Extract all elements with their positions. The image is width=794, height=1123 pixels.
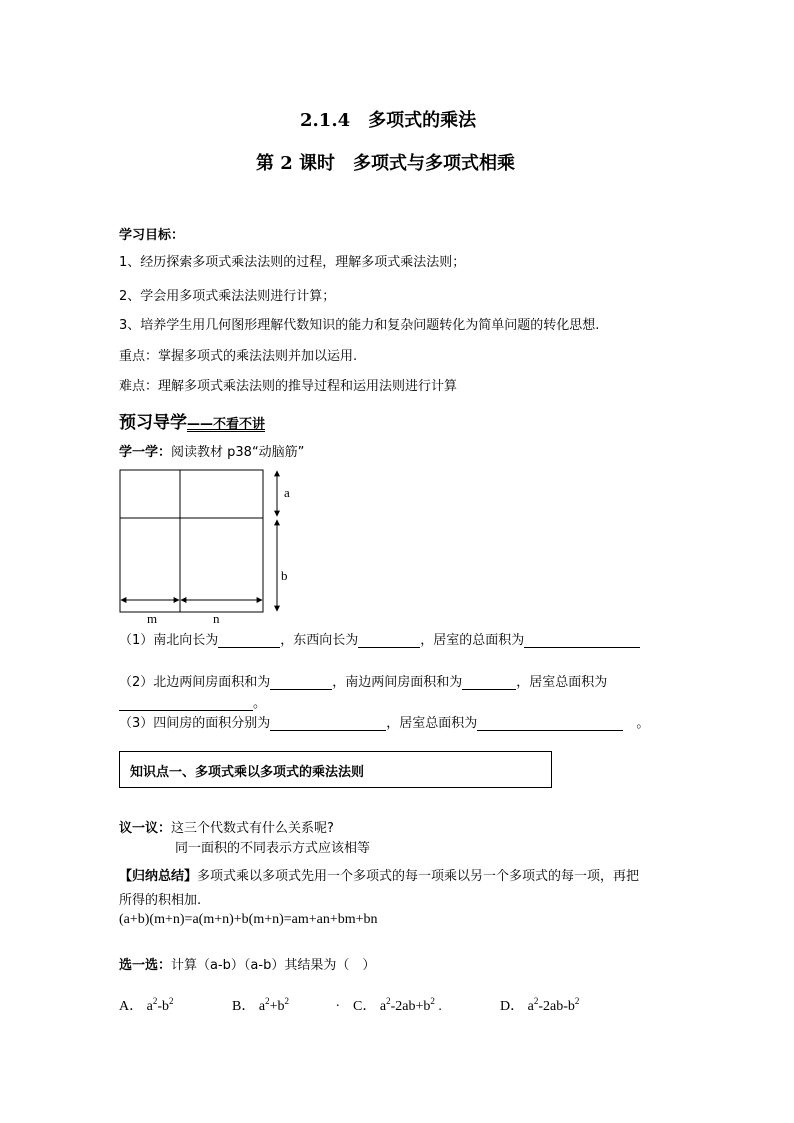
label-n: n [213, 611, 220, 626]
option-c[interactable] [353, 995, 442, 1015]
summary-line-1 [119, 865, 639, 884]
learn-label: 学一学： [119, 445, 172, 460]
discuss-question: 这三个代数式有什么关系呢? [171, 821, 334, 836]
preview-heading-suffix: 不看不讲 [213, 417, 266, 432]
option-c-exp1: 2 [386, 996, 391, 1006]
key-point: 重点：掌握多项式的乘法法则并加以运用. [119, 349, 358, 364]
summary-formula: (a+b)(m+n)=a(m+n)+b(m+n)=am+an+bm+bn [119, 912, 378, 927]
q2-end: 。 [253, 696, 267, 711]
q1-text-b: ，东西向长为 [280, 633, 359, 648]
option-a-letter: A． [119, 999, 144, 1014]
option-b-exp2: 2 [284, 996, 289, 1006]
preview-heading [119, 408, 265, 433]
option-b-mid: +b [269, 999, 285, 1014]
objective-item-2: 2、学会用多项式乘法法则进行计算； [119, 289, 336, 304]
q2-text-c: ，居室总面积为 [516, 675, 608, 690]
option-c-post: . [438, 999, 442, 1014]
option-c-letter: C． [353, 999, 377, 1014]
objective-item-3: 3、培养学生用几何图形理解代数知识的能力和复杂问题转化为简单问题的转化思想. [119, 318, 600, 333]
knowledge-title: 知识点一、多项式乘以多项式的乘法法则 [130, 765, 365, 780]
q2-blank-3[interactable] [119, 696, 253, 711]
option-c-base: a [379, 999, 387, 1014]
objective-item-1: 1、经历探索多项式乘法法则的过程，理解多项式乘法法则； [119, 255, 466, 270]
q3-blank-1[interactable] [270, 716, 386, 731]
q3-blank-2[interactable] [477, 716, 623, 731]
choose-line [119, 954, 375, 973]
option-b-exp1: 2 [265, 996, 270, 1006]
question-2-cont [119, 692, 266, 711]
q2-text-a: （2）北边两间房面积和为 [119, 675, 271, 690]
option-d-letter: D． [500, 999, 525, 1014]
label-b: b [281, 568, 288, 583]
option-a-base: a [146, 999, 153, 1014]
option-c-exp2: 2 [430, 996, 435, 1006]
option-a[interactable] [119, 995, 174, 1015]
page-title: 2.1.4 多项式的乘法 [300, 110, 477, 131]
option-d-exp2: 2 [574, 996, 580, 1006]
learn-line [119, 441, 304, 460]
difficulty-point: 难点：理解多项式乘法法则的推导过程和运用法则进行计算 [119, 379, 458, 394]
page-subtitle: 第 2 课时 多项式与多项式相乘 [256, 153, 516, 174]
floor-plan-outer [120, 470, 263, 612]
q1-text-c: ，居室的总面积为 [420, 633, 525, 648]
summary-text-1: 多项式乘以多项式先用一个多项式的每一项乘以另一个多项式的每一项，再把 [197, 869, 640, 884]
learn-text: 阅读教材 p38“动脑筋” [171, 445, 305, 460]
q2-blank-2[interactable] [462, 675, 516, 690]
option-a-exp1: 2 [152, 996, 158, 1006]
option-a-exp2: 2 [169, 996, 174, 1006]
question-2 [119, 671, 607, 690]
discuss-answer: 同一面积的不同表示方式应该相等 [175, 841, 371, 856]
option-d-mid: -2ab-b [538, 999, 575, 1014]
preview-heading-main: 预习导学 [119, 413, 187, 433]
question-1 [119, 629, 640, 648]
q2-blank-1[interactable] [270, 675, 332, 690]
q2-text-b: ，南边两间房面积和为 [332, 675, 463, 690]
preview-heading-dash: —— [187, 417, 213, 432]
summary-label: 【归纳总结】 [119, 869, 198, 884]
floor-plan-figure [112, 462, 302, 632]
discuss-label: 议一议： [119, 821, 172, 836]
option-d-base: a [527, 999, 534, 1014]
option-b[interactable] [232, 995, 289, 1015]
option-d[interactable] [500, 995, 579, 1015]
q1-text-a: （1）南北向长为 [119, 633, 219, 648]
option-a-mid: -b [157, 999, 170, 1014]
option-c-mid: -2ab+b [390, 999, 431, 1014]
q3-text-a: （3）四间房的面积分别为 [119, 716, 271, 731]
q3-end: 。 [636, 716, 650, 731]
question-3 [119, 712, 649, 731]
q1-blank-1[interactable] [218, 633, 280, 648]
label-a: a [284, 485, 290, 500]
q1-blank-2[interactable] [358, 633, 420, 648]
option-d-exp1: 2 [533, 996, 539, 1006]
option-b-base: a [258, 999, 266, 1014]
summary-line-2: 所得的积相加. [119, 893, 202, 908]
q3-text-b: ，居室总面积为 [386, 716, 478, 731]
choose-question: 计算（a-b）（a-b）其结果为（ ） [171, 958, 376, 973]
label-m: m [147, 611, 158, 626]
choose-label: 选一选： [119, 958, 172, 973]
q1-blank-3[interactable] [524, 633, 640, 648]
objectives-heading: 学习目标： [119, 228, 185, 243]
stray-dot: . [336, 995, 340, 1010]
option-b-letter: B． [232, 999, 256, 1014]
discuss-line [119, 817, 334, 836]
